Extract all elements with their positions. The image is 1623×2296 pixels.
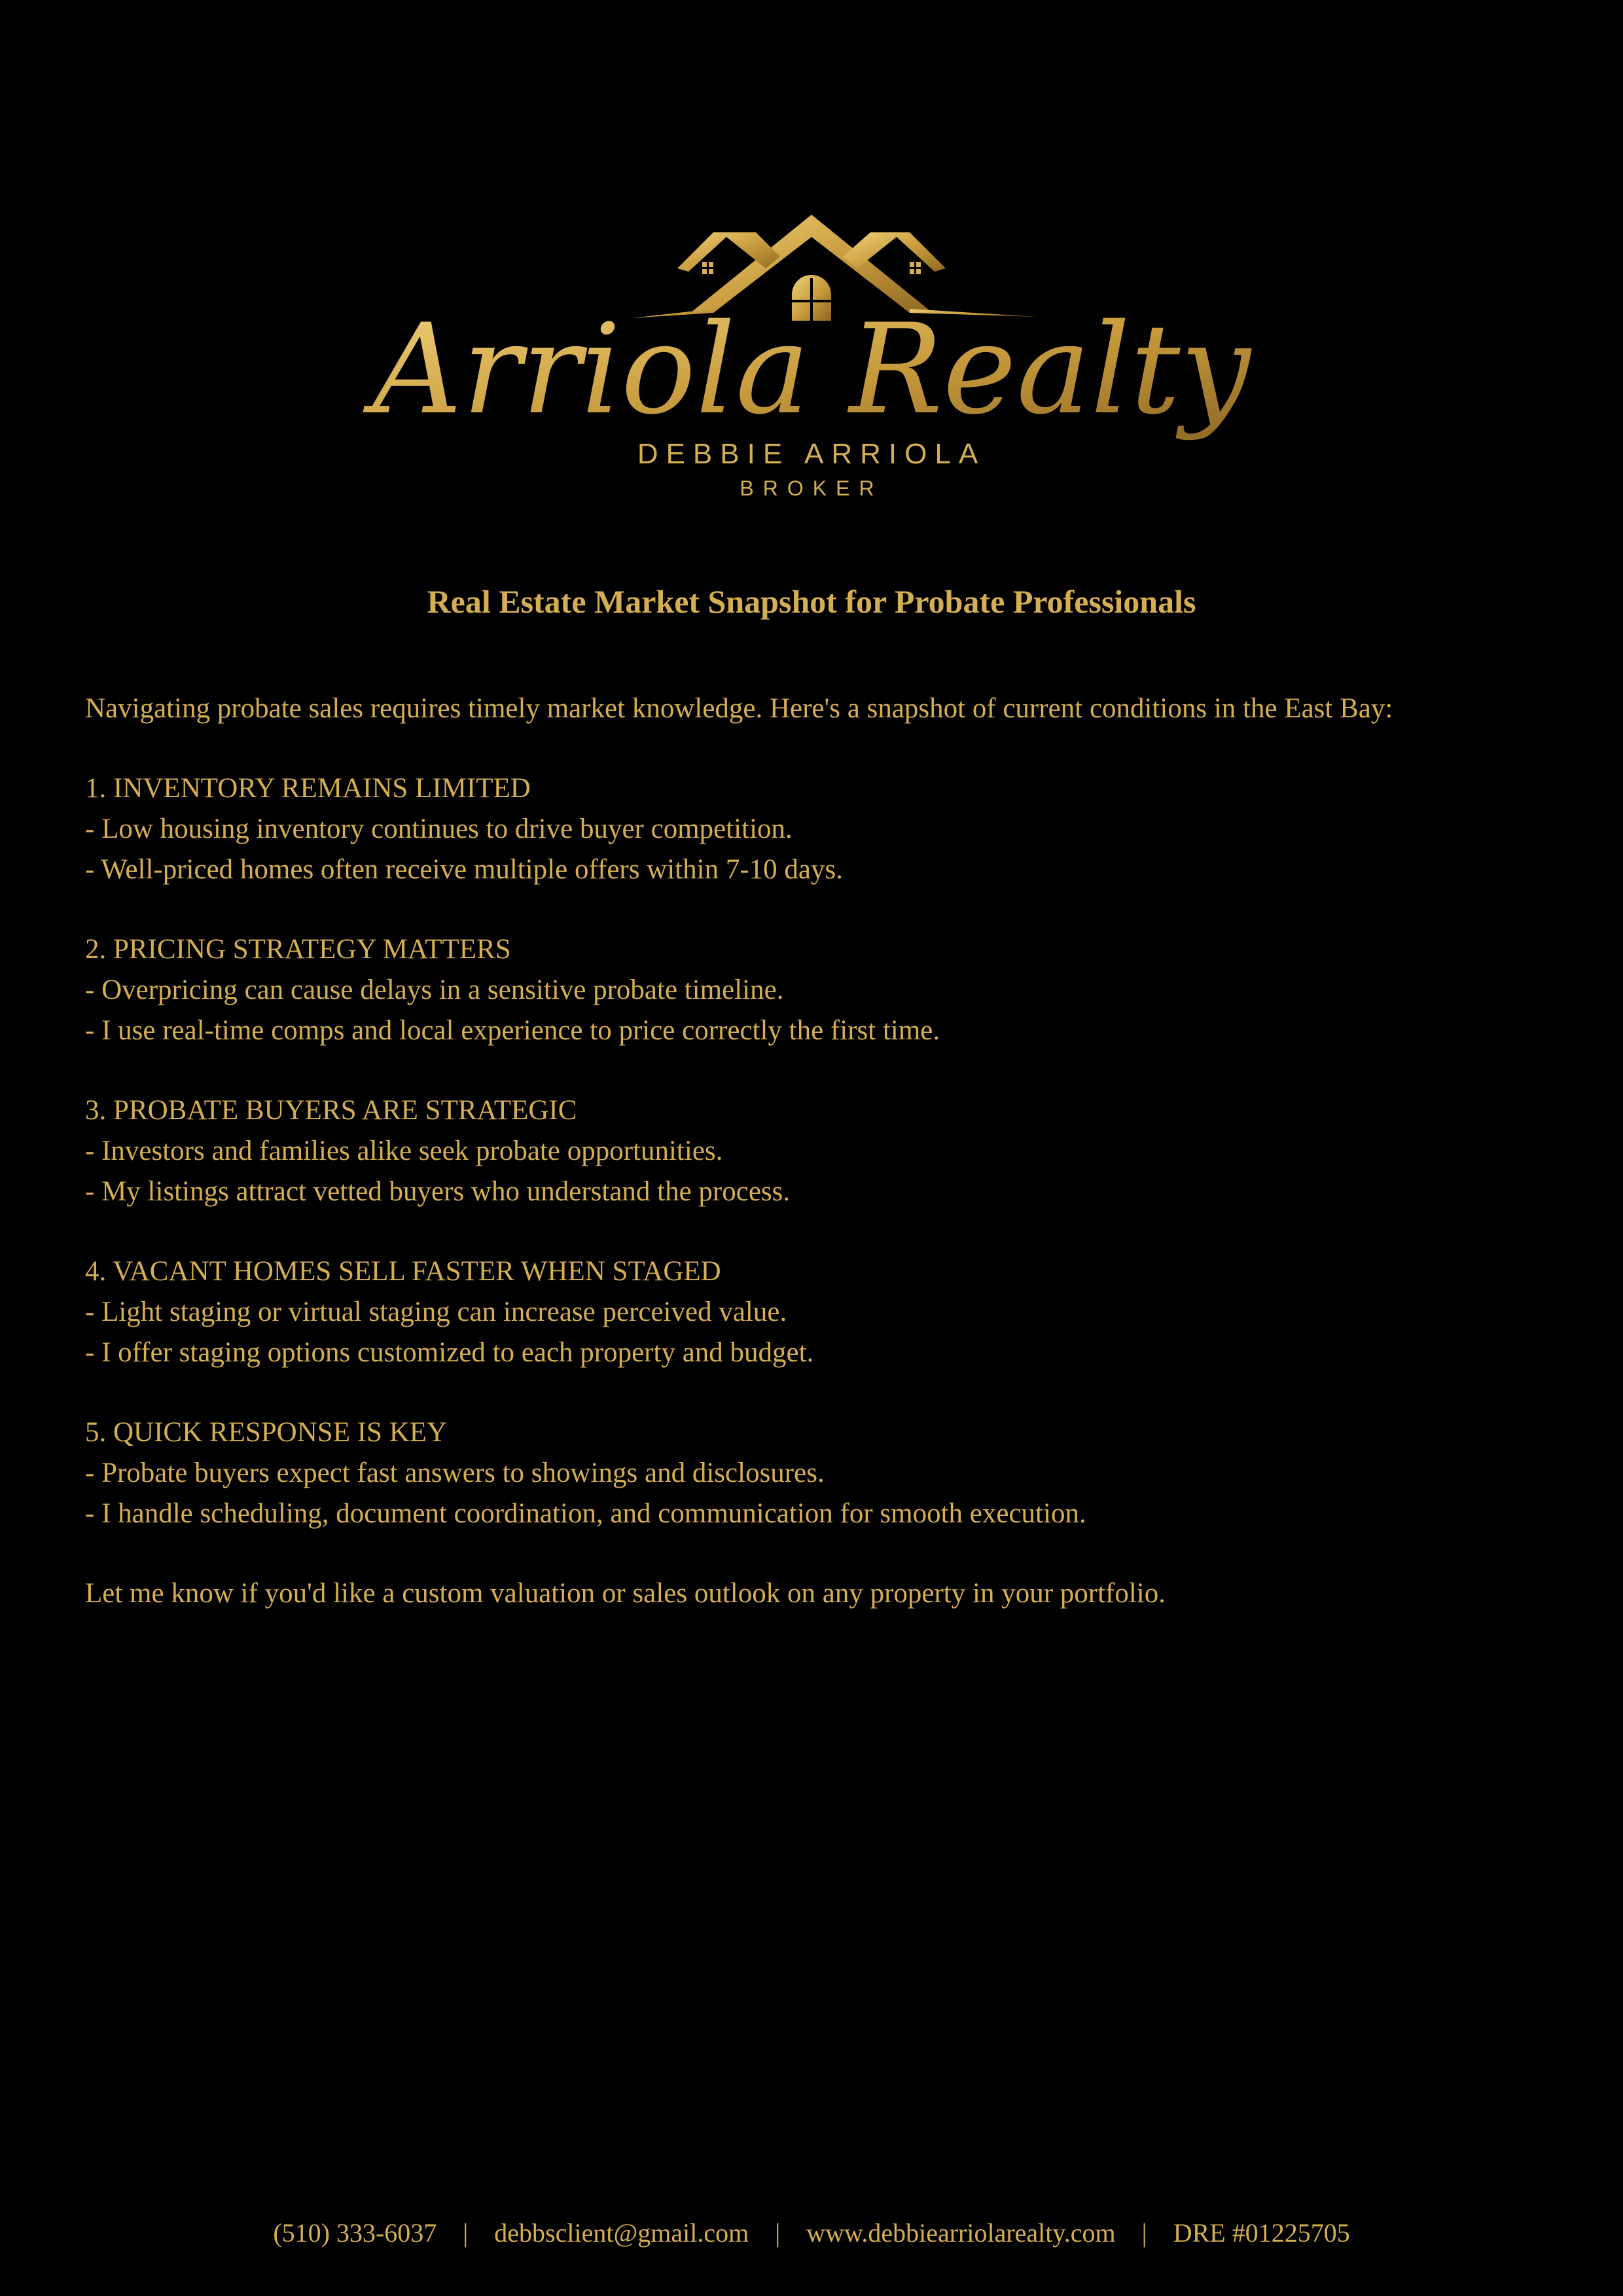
section-heading: 5. QUICK RESPONSE IS KEY xyxy=(85,1417,448,1448)
section-bullet: - I offer staging options customized to each property and budget. xyxy=(85,1337,814,1368)
section-bullet: - I use real-time comps and local experience to price correctly the first time. xyxy=(85,1015,940,1046)
section-bullet: - Light staging or virtual staging can increase perceived value. xyxy=(85,1297,787,1327)
document-body xyxy=(85,689,1551,1614)
section-response xyxy=(85,1412,1551,1534)
website-link[interactable]: www.debbiearriolarealty.com xyxy=(806,2218,1116,2248)
footer-separator: | xyxy=(775,2218,781,2248)
section-bullet: - Well-priced homes often receive multiple offers within 7-10 days. xyxy=(85,854,843,885)
intro-paragraph: Navigating probate sales requires timely market knowledge. Here's a snapshot of current conditions in the East Bay: xyxy=(85,693,1393,724)
page-title: Real Estate Market Snapshot for Probate Professionals xyxy=(427,583,1196,620)
section-bullet: - I handle scheduling, document coordination, and communication for smooth execution. xyxy=(85,1498,1086,1529)
section-bullet: - Low housing inventory continues to drive buyer competition. xyxy=(85,814,793,844)
logo xyxy=(0,196,1623,511)
section-heading: 1. INVENTORY REMAINS LIMITED xyxy=(85,773,531,804)
closing-paragraph: Let me know if you'd like a custom valuation or sales outlook on any property in your portfolio. xyxy=(85,1578,1166,1609)
section-heading: 4. VACANT HOMES SELL FASTER WHEN STAGED xyxy=(85,1256,721,1287)
section-bullet: - Probate buyers expect fast answers to showings and disclosures. xyxy=(85,1458,825,1488)
section-staging xyxy=(85,1251,1551,1373)
brand-wordmark: Arriola Realty xyxy=(372,297,1251,442)
email-link[interactable]: debbsclient@gmail.com xyxy=(494,2218,749,2248)
section-bullet: - Investors and families alike seek probate opportunities. xyxy=(85,1136,723,1166)
broker-role: BROKER xyxy=(740,476,883,500)
section-heading: 3. PROBATE BUYERS ARE STRATEGIC xyxy=(85,1095,577,1126)
house-roof-icon xyxy=(372,196,1251,511)
phone-number[interactable]: (510) 333-6037 xyxy=(273,2218,437,2248)
license-number: DRE #01225705 xyxy=(1173,2218,1350,2248)
footer-separator: | xyxy=(1141,2218,1147,2248)
broker-name: DEBBIE ARRIOLA xyxy=(637,438,986,470)
section-inventory xyxy=(85,768,1551,890)
section-heading: 2. PRICING STRATEGY MATTERS xyxy=(85,934,511,965)
section-buyers xyxy=(85,1090,1551,1212)
section-bullet: - My listings attract vetted buyers who understand the process. xyxy=(85,1176,791,1207)
contact-footer xyxy=(0,2217,1623,2248)
footer-separator: | xyxy=(463,2218,469,2248)
section-pricing xyxy=(85,929,1551,1051)
section-bullet: - Overpricing can cause delays in a sensitive probate timeline. xyxy=(85,975,784,1005)
